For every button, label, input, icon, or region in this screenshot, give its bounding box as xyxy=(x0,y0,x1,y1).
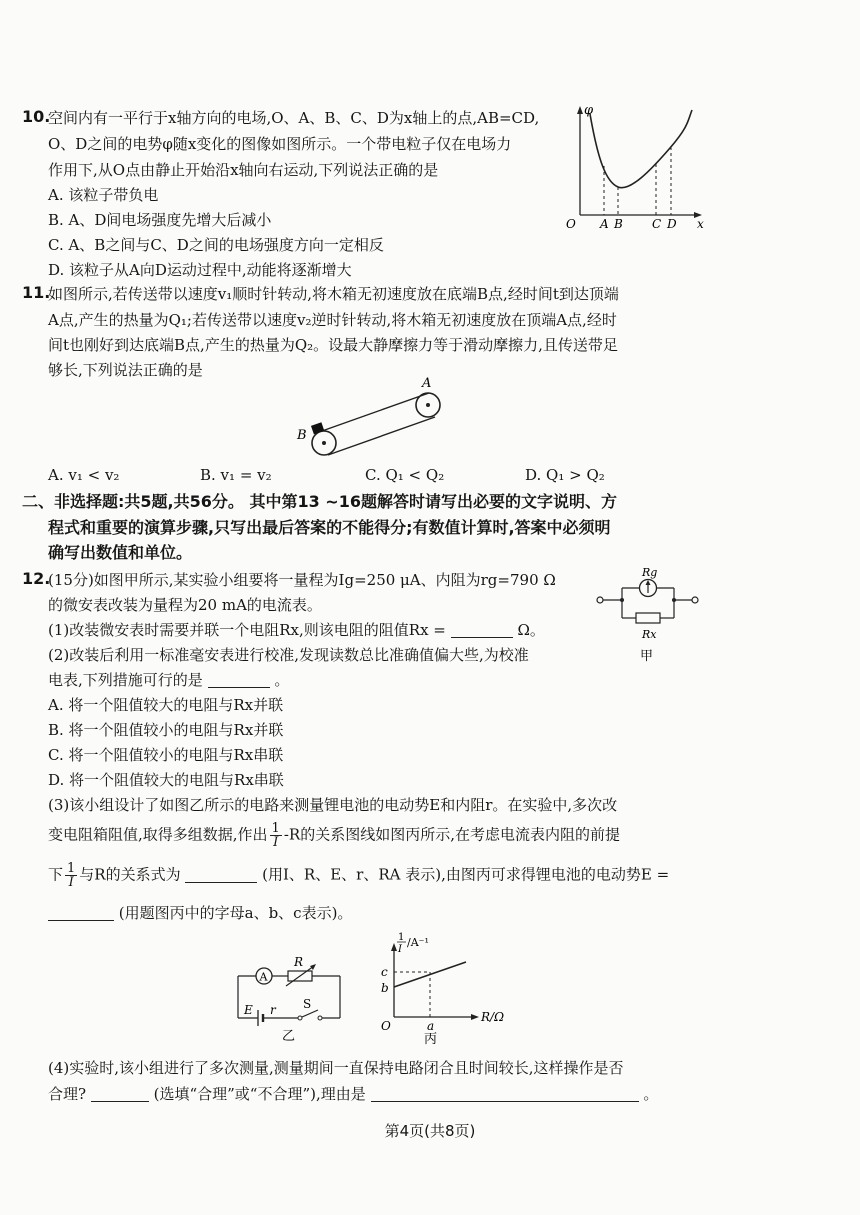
q11-option-d: D. Q₁ > Q₂ xyxy=(525,466,605,484)
q12-part3-line2 xyxy=(48,822,620,849)
fig-yi-internal-label: r xyxy=(270,1003,276,1017)
q12-option-a: A. 将一个阻值较大的电阻与Rx并联 xyxy=(48,696,284,714)
q12-part4-line2-pre: 合理? xyxy=(48,1085,87,1103)
fraction-denominator: I xyxy=(273,835,279,850)
q10-graph-x-label: x xyxy=(697,217,704,231)
fig-yi-emf-label: E xyxy=(244,1003,253,1017)
q12-part3-line4-text: (用题图丙中的字母a、b、c表示)。 xyxy=(118,904,353,922)
q12-part4-line2-mid: (选填“合理”或“不合理”),理由是 xyxy=(153,1085,366,1103)
q12-part3-line3-mid: 与R的关系式为 xyxy=(79,865,181,884)
q11-conveyor-figure xyxy=(290,372,460,464)
fig-bing-y-numerator: 1 xyxy=(398,932,405,943)
fig-bing-b-label: b xyxy=(381,981,389,995)
q12-part4-line2-post: 。 xyxy=(643,1085,659,1103)
q11-label-b: B xyxy=(297,428,307,443)
q11-label-a: A xyxy=(422,376,432,391)
inverse-current-fraction xyxy=(270,822,282,849)
q12-part1 xyxy=(48,619,545,641)
q12-part4-choice-blank[interactable] xyxy=(91,1085,149,1102)
q12-part3-line3-pre: 下 xyxy=(48,865,64,884)
q10-option-c: C. A、B之间与C、D之间的电场强度方向一定相反 xyxy=(48,236,384,254)
fig-bing-caption: 丙 xyxy=(424,1032,438,1045)
q10-line2: O、D之间的电势φ随x变化的图像如图所示。一个带电粒子仅在电场力 xyxy=(48,135,512,153)
q12-part4-line1: (4)实验时,该小组进行了多次测量,测量期间一直保持电路闭合且时间较长,这样操作是否 xyxy=(48,1059,624,1077)
q12-part3-line2-rest: -R的关系图线如图丙所示,在考虑电流表内阻的前提 xyxy=(283,825,620,844)
q10-tick-d: D xyxy=(667,217,677,231)
fig-jia-circuit xyxy=(596,568,706,668)
q12-part1-blank[interactable] xyxy=(451,621,513,638)
q12-part3-relation-blank[interactable] xyxy=(185,866,257,883)
q12-part4-reason-blank[interactable] xyxy=(371,1085,639,1102)
q10-option-a: A. 该粒子带负电 xyxy=(48,186,159,204)
q10-graph-y-label: φ xyxy=(584,103,594,118)
q10-graph-origin: O xyxy=(566,217,576,231)
q10-number: 10. xyxy=(22,107,51,126)
section2-heading-line3: 确写出数值和单位。 xyxy=(48,543,193,562)
fraction-numerator: 1 xyxy=(271,821,280,836)
q10-option-d: D. 该粒子从A向D运动过程中,动能将逐渐增大 xyxy=(48,261,352,279)
q12-number: 12. xyxy=(22,569,51,588)
inverse-current-fraction-2 xyxy=(65,862,77,889)
fraction-denominator-2: I xyxy=(68,875,74,890)
q12-option-c: C. 将一个阻值较小的电阻与Rx串联 xyxy=(48,746,284,764)
fig-yi-caption: 乙 xyxy=(282,1029,296,1044)
q12-part1-unit: Ω。 xyxy=(517,621,545,639)
q12-part3-line2-text: 变电阻箱阻值,取得多组数据,作出 xyxy=(48,825,268,844)
q12-option-d: D. 将一个阻值较大的电阻与Rx串联 xyxy=(48,771,284,789)
q12-part3-line1: (3)该小组设计了如图乙所示的电路来测量锂电池的电动势E和内阻r。在实验中,多次改 xyxy=(48,796,618,814)
fig-jia-rx-label: Rx xyxy=(642,628,657,641)
q10-option-b: B. A、D间电场强度先增大后减小 xyxy=(48,211,272,229)
q11-option-a: A. v₁ < v₂ xyxy=(48,466,120,484)
q12-option-b: B. 将一个阻值较小的电阻与Rx并联 xyxy=(48,721,284,739)
q12-part1-text: (1)改装微安表时需要并联一个电阻Rx,则该电阻的阻值Rx = xyxy=(48,621,446,639)
q12-part2-line2 xyxy=(48,669,289,691)
fig-bing-y-unit: /A⁻¹ xyxy=(407,936,429,949)
fig-bing-a-label: a xyxy=(427,1019,435,1033)
section2-heading-line2: 程式和重要的演算步骤,只写出最后答案的不能得分;有数值计算时,答案中必须明 xyxy=(48,518,611,537)
q11-option-b: B. v₁ = v₂ xyxy=(200,466,272,484)
q10-tick-b: B xyxy=(614,217,623,231)
fraction-numerator-2: 1 xyxy=(67,861,76,876)
q12-part3-line3-post: (用I、R、E、r、RA 表示),由图丙可求得锂电池的电动势E = xyxy=(262,865,670,884)
q12-part3-line4 xyxy=(48,902,352,924)
fig-yi-resistor-label: R xyxy=(294,955,304,969)
q10-line3: 作用下,从O点由静止开始沿x轴向右运动,下列说法正确的是 xyxy=(48,161,439,179)
q11-option-c: C. Q₁ < Q₂ xyxy=(365,466,445,484)
fig-bing-c-label: c xyxy=(381,965,388,979)
fig-yi-ammeter-label: A xyxy=(259,970,268,984)
fig-bing-x-label: R/Ω xyxy=(481,1010,505,1024)
fig-bing-origin: O xyxy=(381,1019,391,1033)
fig-yi-circuit xyxy=(228,950,363,1045)
q12-part2-line1: (2)改装后利用一标准毫安表进行校准,发现读数总比准确值偏大些,为校准 xyxy=(48,646,529,664)
fig-bing-graph xyxy=(376,930,516,1045)
fig-bing-y-denominator: I xyxy=(398,944,402,955)
q12-line2: 的微安表改装为量程为20 mA的电流表。 xyxy=(48,596,322,614)
q11-number: 11. xyxy=(22,283,51,302)
page-footer: 第4页(共8页) xyxy=(384,1122,476,1140)
q11-line1: 如图所示,若传送带以速度v₁顺时针转动,将木箱无初速度放在底端B点,经时间t到达顶端 xyxy=(48,285,619,303)
q12-part3-line3 xyxy=(48,862,669,889)
section2-heading-line1: 二、非选择题:共5题,共56分。 其中第13 ~16题解答时请写出必要的文字说明、方 xyxy=(22,492,617,511)
q12-part3-emf-blank[interactable] xyxy=(48,904,114,921)
q12-part2-text: 电表,下列措施可行的是 xyxy=(48,671,203,689)
q11-line3: 间t也刚好到达底端B点,产生的热量为Q₂。设最大静摩擦力等于滑动摩擦力,且传送带足 xyxy=(48,336,618,354)
fig-jia-caption: 甲 xyxy=(640,649,654,664)
q12-part4-line2 xyxy=(48,1083,658,1105)
q12-part2-end: 。 xyxy=(274,671,290,689)
q11-line2: A点,产生的热量为Q₁;若传送带以速度v₂逆时针转动,将木箱无初速度放在顶端A点,经时 xyxy=(48,311,617,329)
q10-potential-graph xyxy=(566,100,706,235)
q10-line1: 空间内有一平行于x轴方向的电场,O、A、B、C、D为x轴上的点,AB=CD, xyxy=(48,109,540,127)
fig-yi-switch-label: S xyxy=(303,997,312,1011)
q12-line1: (15分)如图甲所示,某实验小组要将一量程为Ig=250 μA、内阻为rg=790 Ω xyxy=(48,571,556,589)
q10-tick-a: A xyxy=(600,217,609,231)
q10-tick-c: C xyxy=(652,217,662,231)
q11-line4: 够长,下列说法正确的是 xyxy=(48,361,203,379)
fig-jia-rg-label: Rg xyxy=(642,568,658,579)
q12-part2-blank[interactable] xyxy=(208,671,270,688)
